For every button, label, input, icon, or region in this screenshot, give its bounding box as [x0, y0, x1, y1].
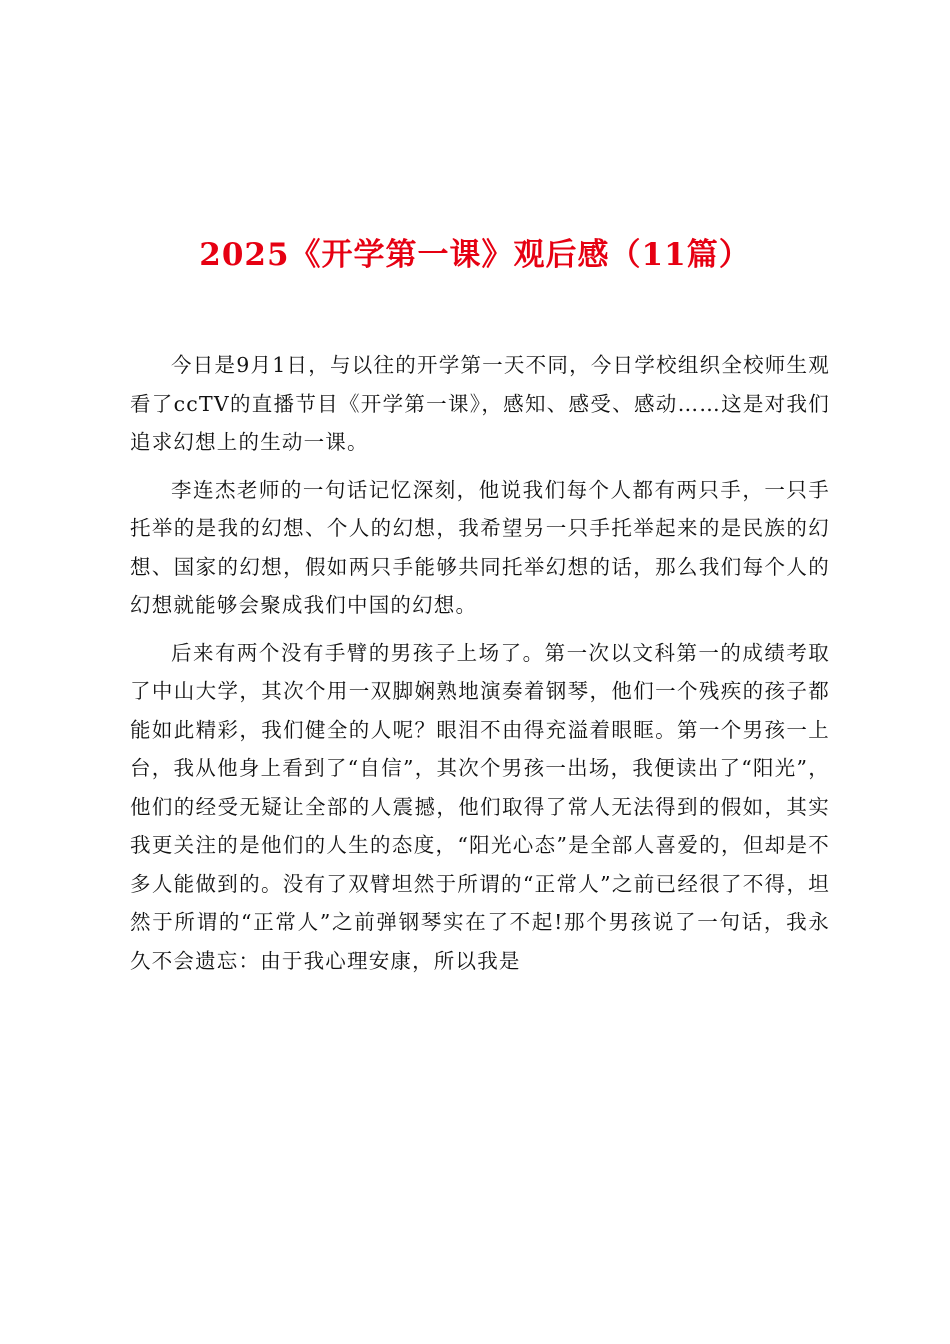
document-body [130, 346, 830, 989]
paragraph: 后来有两个没有手臂的男孩子上场了。第一次以文科第一的成绩考取了中山大学，其次个用一双脚娴熟地演奏着钢琴，他们一个残疾的孩子都能如此精彩，我们健全的人呢？眼泪不由得充溢着眼眶。第一个男孩一上台，我从他身上看到了“自信”，其次个男孩一出场，我便读出了“阳光”，他们的经受无疑让全部的人震撼，他们取得了常人无法得到的假如，其实我更关注的是他们的人生的态度，“阳光心态”是全部人喜爱的，但却是不多人能做到的。没有了双臂坦然于所谓的“正常人”之前已经很了不得，坦然于所谓的“正常人”之前弹钢琴实在了不起!那个男孩说了一句话，我永久不会遗忘：由于我心理安康，所以我是 [130, 640, 830, 973]
document-title: 2025《开学第一课》观后感（11篇） [199, 236, 751, 273]
paragraph: 李连杰老师的一句话记忆深刻，他说我们每个人都有两只手，一只手托举的是我的幻想、个人的幻想，我希望另一只手托举起来的是民族的幻想、国家的幻想，假如两只手能够共同托举幻想的话，那么我们每个人的幻想就能够会聚成我们中国的幻想。 [130, 477, 830, 617]
paragraph: 今日是9月1日，与以往的开学第一天不同，今日学校组织全校师生观看了ccTV的直播节目《开学第一课》，感知、感受、感动……这是对我们追求幻想上的生动一课。 [130, 353, 830, 454]
